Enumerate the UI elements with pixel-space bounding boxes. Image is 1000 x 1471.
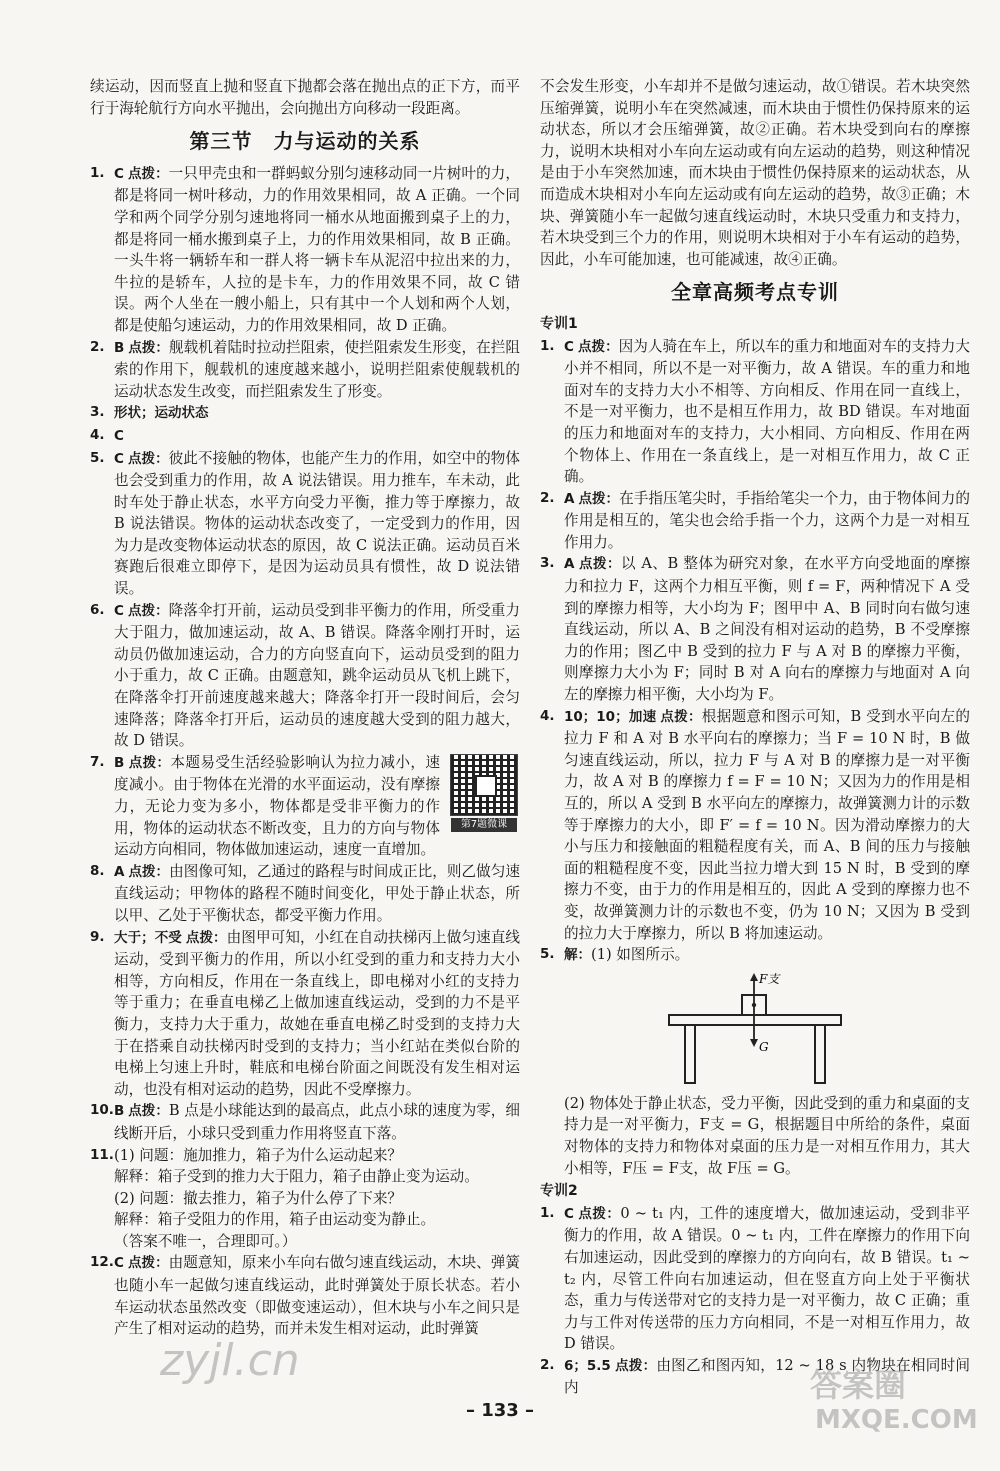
item-hint-label: 点拨： [185, 929, 227, 946]
answer-item [90, 402, 520, 425]
answer-item [540, 944, 970, 967]
item-hint-label: 点拨： [127, 1255, 169, 1272]
item-answer: C [114, 165, 124, 182]
item-hint-label: 点拨： [614, 1357, 657, 1374]
item-hint-label: 点拨： [127, 450, 169, 467]
answer-item [540, 336, 970, 488]
item-explanation: 因为人骑在车上，所以车的重力和地面对车的支持力大小并不相同，所以不是一对平衡力，故 A 错误。车的重力和地面对车的支持力大小不相等、方向相反、作用在同一直线上，不是一对平衡力，也不是相互作用力，故 BD 错误。车对地面的压力和地面对车的支持力，大小相同、方向相反、作用在两个物体上、作用在一条直线上，是一对相互作用力，故 C 正确。 [564, 337, 970, 486]
item-answer: 10；10；加速 [564, 708, 657, 725]
item-line: （答案不唯一，合理即可。） [114, 1232, 297, 1250]
item-hint-label: 点拨： [660, 708, 702, 725]
answer-item [90, 1145, 520, 1253]
item-hint-label: 点拨： [128, 1103, 169, 1120]
item-number: 1. [90, 164, 105, 181]
answer-item [90, 752, 520, 861]
item-explanation: 在手指压笔尖时，手指给笔尖一个力，由于物体间力的作用是相互的，笔尖也会给手指一个力，这两个力是一对相互作用力。 [564, 489, 970, 551]
item-number: 4. [90, 426, 105, 443]
item-explanation: 彼此不接触的物体，也能产生力的作用，如空中的物体也会受到重力的作用，故 A 说法错误。用力推车，车未动，此时车处于静止状态，水平方向受力平衡，推力等于摩擦力，故 B 说法错误。物体的运动状态改变了，一定受到力的作用，因为力是改变物体运动状态的原因，故 C 说法正确。运动员百米赛跑后很难立即停下，是因为运动员具有惯性，故 D 说法错误。 [114, 449, 520, 598]
special-training-2-title: 专训2 [540, 1183, 578, 1200]
item-explanation: B 点是小球能达到的最高点，此点小球的速度为零，细线断开后，小球只受到重力作用将竖直下落。 [114, 1102, 520, 1142]
item-hint-label: 点拨： [578, 490, 620, 507]
left-answer-list [90, 163, 520, 1340]
answer-item [540, 706, 970, 945]
item-number: 2. [540, 489, 555, 506]
item-explanation: 0 ~ t₁ 内，工件的速度增大，做加速运动，受到非平衡力的作用，故 A 错误。0 ~ t₁ 内，工件在摩擦力的作用下向右加速运动，因此受到的摩擦力的方向向右，故 B 错误。t₁ ~ t₂ 内，尽管工件向右加速运动，但在竖直方向上处于平衡状态，重力与传送带对它的支持力是一对平衡力，故 C 正确；重力与工件对传送带的压力方向相同，不是一对相互作用力，故 D 错误。 [564, 1204, 970, 1353]
item-answer: 形状；运动状态 [114, 405, 209, 422]
item-explanation: 一只甲壳虫和一群蚂蚁分别匀速移动同一片树叶的力，都是将同一树叶移动，力的作用效果相同，故 A 正确。一个同学和两个同学分别匀速地将同一桶水从地面搬到桌子上的力，都是将同一桶水搬到桌子上，力的作用效果相同，故 B 正确。一头牛将一辆轿车和一群人将一辆卡车从泥沼中拉出来的力，牛拉的是轿车，人拉的是卡车，力的作用效果不同，故 C 错误。两个人坐在一艘小船上，只有其中一个人划和两个人划，都是使船匀速运动，力的作用效果相同，故 D 正确。 [114, 164, 520, 334]
item-number: 2. [90, 338, 105, 355]
item-answer: C [564, 1205, 574, 1222]
special-training-2-list [540, 1203, 970, 1399]
item-number: 3. [90, 404, 105, 421]
item-answer: C [114, 450, 124, 467]
answer-item [90, 1100, 520, 1144]
item-answer: 6；5.5 [564, 1357, 611, 1374]
item-number: 9. [90, 928, 105, 945]
item-answer: 大于；不受 [114, 929, 182, 946]
item-explanation: 由题意知，原来小车向右做匀速直线运动，木块、弹簧也随小车一起做匀速直线运动，此时弹簧处于原长状态。若小车运动状态虽然改变（即做变速运动），但木块与小车之间只是产生了相对运动的趋势，而并未发生相对运动，此时弹簧 [114, 1254, 520, 1338]
item-explanation: 根据题意和图示可知，B 受到水平向左的拉力 F 和 A 对 B 水平向右的摩擦力；当 F = 10 N 时，B 做匀速直线运动，所以，拉力 F 与 A 对 B 的摩擦力是一对平衡力，故 A 对 B 的摩擦力 f = F = 10 N；又因为力的作用是相互的，所以 A 受到 B 水平向左的摩擦力，故弹簧测力计的示数等于摩擦力的大小，即 F′ = f = 10 N。因为滑动摩擦力的大小与压力和接触面的粗糙程度有关，而 A、B 间的压力与接触面的粗糙程度不变，因此当拉力增大到 15 N 时，B 受到的摩擦力不变，由于力的作用是相互的，因此 A 受到的摩擦力也不变，故弹簧测力计的示数也不变，仍为 10 N；又因为 B 受到的拉力大于摩擦力，所以 B 将加速运动。 [564, 707, 970, 942]
item-answer: C [114, 602, 124, 619]
answer-item [540, 1203, 970, 1355]
answer-item [90, 448, 520, 600]
item-hint-label: 点拨： [577, 1205, 621, 1222]
item-number: 4. [540, 707, 555, 724]
right-column [540, 76, 970, 1399]
center-of-mass-dot [752, 1003, 756, 1007]
section-title-chapter-training: 全章高频考点专训 [671, 280, 839, 305]
qr-code-icon [450, 754, 518, 816]
left-column [90, 76, 520, 1340]
answer-item [540, 488, 970, 554]
item-hint-label: 点拨： [577, 338, 619, 355]
watermark-stamp: 答案圈 [810, 1366, 907, 1404]
answer-item [90, 600, 520, 752]
continuation-paragraph: 不会发生形变，小车却并不是做匀速运动，故①错误。若木块突然压缩弹簧，说明小车在突然减速，而木块由于惯性仍保持原来的运动状态，所以才会压缩弹簧，故②正确。若木块受到向右的摩擦力，说明木块相对小车向左运动或有向左运动的趋势，则这种情况是由于小车突然加速，而木块由于惯性仍保持原来的运动状态，从而造成木块相对小车向左运动或有向左运动的趋势，故③正确；木块、弹簧随小车一起做匀速直线运动时，木块只受重力和支持力，若木块受到三个力的作用，则说明木块相对于小车有运动的趋势，因此，小车可能加速，也可能减速，故④正确。 [540, 78, 970, 268]
item-number: 1. [540, 1204, 555, 1221]
item-explanation: (1) 如图所示。 [591, 946, 690, 964]
item-answer: B [114, 339, 125, 356]
item5-part2: (2) 物体处于静止状态，受力平衡，因此受到的重力和桌面的支持力是一对平衡力，F支 = G，根据题目中所给的条件，桌面对物体的支持力和物体对桌面的压力是一对相互作用力，其大小相等，F压 = F支，故 F压 = G。 [564, 1094, 970, 1177]
answer-item [90, 927, 520, 1101]
item-number: 5. [540, 946, 555, 963]
item-explanation: 降落伞打开前，运动员受到非平衡力的作用，所受重力大于阻力，做加速运动，故 A、B 错误。降落伞刚打开时，运动员仍做加速运动，合力的方向竖直向下，运动员受到的阻力小于重力，故 C 正确。由题意知，跳伞运动员从飞机上跳下，在降落伞打开前速度越来越大；降落伞打开一段时间后，会匀速降落；降落伞打开后，运动员的速度越大受到的阻力越大，故 D 错误。 [114, 601, 520, 750]
item-explanation: 以 A、B 整体为研究对象，在水平方向受地面的摩擦力和拉力 F，这两个力相互平衡，则 f = F，两种情况下 A 受到的摩擦力相等，大小均为 F；图甲中 A、B 同时向右做匀速直线运动，所以 A、B 之间没有相对运动的趋势，B 不受摩擦力的作用；图乙中 B 受到的拉力 F 与 A 对 B 的摩擦力平衡，则摩擦力大小为 F；同时 B 对 A 向右的摩擦力与地面对 A 向左的摩擦力相平衡，大小均为 F。 [564, 555, 971, 704]
answer-item [90, 1252, 520, 1339]
item-answer: C [114, 427, 124, 444]
item-hint-label: 点拨： [128, 754, 171, 771]
qr-code[interactable] [448, 754, 520, 832]
item-hint-label: 点拨： [127, 165, 169, 182]
intro-paragraph: 续运动，因而竖直上抛和竖直下抛都会落在抛出点的正下方，而平行于海轮航行方向水平抛出，会向抛出方向移动一段距离。 [90, 78, 520, 117]
table-top [669, 1015, 841, 1025]
item-answer: B [114, 1103, 125, 1120]
answer-item [540, 1355, 970, 1399]
item-line: 解释：箱子受阻力的作用，箱子由运动变为静止。 [114, 1211, 436, 1229]
item-answer: A [564, 556, 575, 573]
answer-item [90, 861, 520, 927]
section-title-force-motion: 第三节 力与运动的关系 [189, 129, 421, 154]
item-hint-label: 点拨： [128, 863, 170, 880]
item-number: 12. [90, 1254, 114, 1271]
gravity-arrow-head [750, 1039, 758, 1047]
item-explanation: 本题易受生活经验影响认为拉力减小，速度减小。由于物体在光滑的水平面运动，没有摩擦力，无论力变为多小，物体都是受非平衡力的作用，物体的运动状态不断改变，且力的方向与物体运动方向相同，物体做加速运动，速度一直增加。 [114, 753, 440, 859]
item-number: 2. [540, 1356, 555, 1373]
page-number: – 133 – [465, 1400, 535, 1421]
item-number: 6. [90, 601, 105, 618]
item-number: 7. [90, 753, 105, 770]
item-line: (1) 问题：施加推力，箱子为什么运动起来？ [114, 1146, 403, 1164]
item-number: 3. [540, 555, 555, 572]
item-line: (2) 问题：撤去推力，箱子为什么停了下来？ [114, 1189, 403, 1207]
item-explanation: 由图甲可知，小红在自动扶梯丙上做匀速直线运动，受到平衡力的作用，所以小红受到的重力和支持力大小相等，方向相反，作用在一条直线上，即电梯对小红的支持力等于重力；在垂直电梯乙上做加速直线运动，受到的力不是平衡力，支持力大于重力，故她在垂直电梯乙时受到的支持力大于在搭乘自动扶梯丙时受到的支持力；当小红站在类似台阶的电梯上匀速上升时，鞋底和电梯台阶面之间既没有发生相对运动，也没有相对运动的趋势，因此不受摩擦力。 [114, 928, 520, 1098]
item-answer: C [564, 338, 574, 355]
force-diagram [540, 971, 970, 1089]
watermark-bottom-left: zyjl.cn [160, 1335, 300, 1386]
gravity-label: G [759, 1039, 769, 1054]
item-line: 解释：箱子受到的推力大于阻力，箱子由静止变为运动。 [114, 1168, 479, 1186]
item-explanation: 由图乙和图丙知，12 ~ 18 s 内物块在相同时间内 [564, 1356, 971, 1397]
item-number: 10. [90, 1102, 114, 1119]
item-hint-label: 点拨： [128, 339, 169, 356]
item-answer: C [114, 1255, 124, 1272]
support-force-label: F支 [759, 971, 780, 986]
item-explanation: 舰载机着陆时拉动拦阻索，使拦阻索发生形变，在拦阻索的作用下，舰载机的速度越来越小，说明拦阻索使舰载机的运动状态发生改变，而拦阻索发生了形变。 [114, 338, 520, 400]
item-hint-label: 点拨： [127, 602, 169, 619]
special-training-1-list [540, 336, 970, 967]
item-answer: A [114, 863, 125, 880]
item-hint-label: 点拨： [578, 556, 622, 573]
table-leg-right [815, 1025, 825, 1083]
watermark-bottom-right: MXQE.COM [815, 1405, 978, 1435]
answer-item [90, 163, 520, 337]
support-arrow-head [750, 973, 758, 981]
item-number: 5. [90, 449, 105, 466]
qr-caption: 第7题微课 [451, 818, 517, 832]
answer-item [90, 425, 520, 448]
table-leg-left [685, 1025, 695, 1083]
answer-item [540, 553, 970, 705]
special-training-1-title: 专训1 [540, 315, 578, 332]
item-number: 8. [90, 862, 105, 879]
item-answer: 解： [564, 947, 591, 964]
item-number: 1. [540, 337, 555, 354]
item-answer: A [564, 490, 575, 507]
answer-item [90, 337, 520, 403]
item-explanation: 由图像可知，乙通过的路程与时间成正比，则乙做匀速直线运动；甲物体的路程不随时间变化，甲处于静止状态，所以甲、乙处于平衡状态，都受平衡力作用。 [114, 862, 520, 924]
item-answer: B [114, 754, 125, 771]
item-number: 11. [90, 1146, 114, 1163]
